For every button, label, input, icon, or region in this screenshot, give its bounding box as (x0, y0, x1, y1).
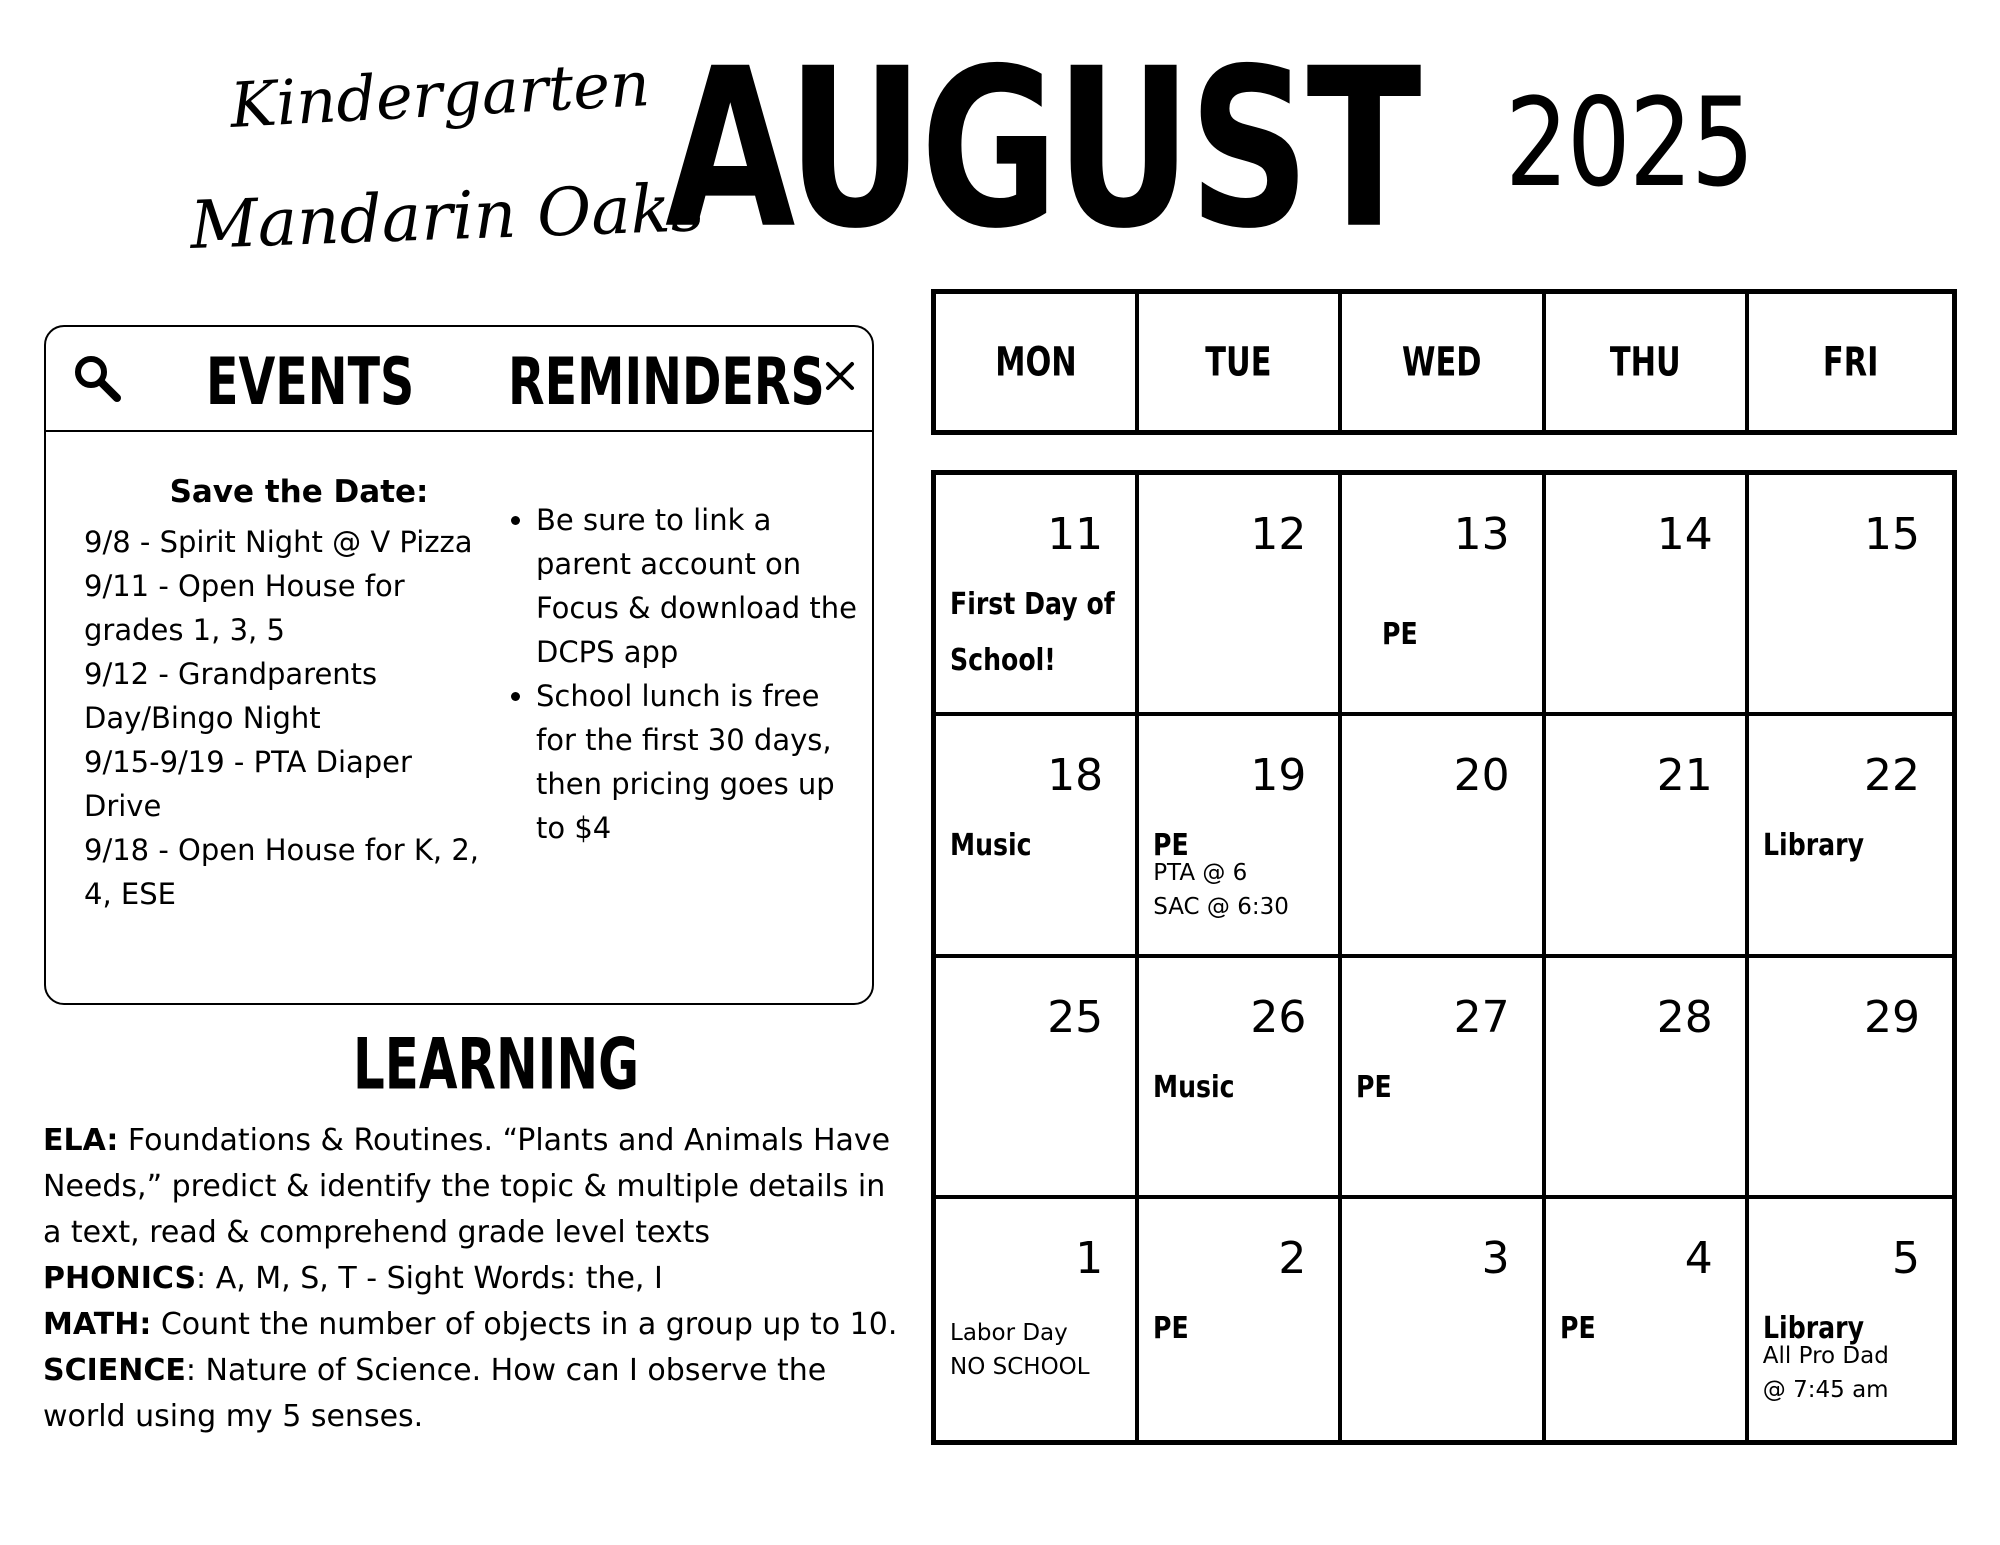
day-number: 2 (1278, 1232, 1307, 1284)
learning-subject: PHONICS (43, 1261, 197, 1296)
day-of-week-label: TUE (1205, 338, 1272, 386)
learning-heading: LEARNING (353, 1024, 640, 1106)
day-number: 29 (1863, 991, 1920, 1043)
day-of-week-label: THU (1609, 338, 1681, 386)
learning-subject: ELA: (43, 1123, 119, 1158)
calendar-day (1139, 958, 1342, 1199)
calendar-day (1139, 716, 1342, 957)
day-of-week-label: FRI (1822, 338, 1879, 386)
calendar-day (936, 475, 1139, 716)
day-number: 18 (1047, 750, 1104, 802)
day-of-week-wed (1342, 294, 1545, 430)
special-label: First Day of (950, 587, 1115, 622)
special-label: PE (1153, 1310, 1189, 1346)
learning-subject: MATH: (43, 1307, 152, 1342)
tab-events[interactable]: EVENTS (206, 343, 415, 420)
special-label: Library (1762, 828, 1864, 864)
calendar-day (1342, 1199, 1545, 1440)
day-of-week-mon (936, 294, 1139, 430)
day-number: 14 (1656, 509, 1713, 560)
save-the-date-heading: Save the Date: (169, 474, 429, 510)
calendar-grid (931, 470, 1957, 1445)
day-number: 4 (1684, 1232, 1713, 1284)
search-icon[interactable] (72, 353, 122, 403)
calendar-day (1546, 475, 1749, 716)
reminder-item: • Be sure to link a parent account on Focus & download the DCPS app (536, 498, 866, 674)
day-of-week-fri (1749, 294, 1952, 430)
day-of-week-tue (1139, 294, 1342, 430)
calendar-day (1749, 716, 1952, 957)
special-label: Music (1153, 1069, 1235, 1105)
learning-text: : Nature of Science. How can I observe the world using my 5 senses. (43, 1353, 827, 1434)
learning-text: Foundations & Routines. “Plants and Animals Have Needs,” predict & identify the topic & multiple details in a text, read & comprehend grade level texts (43, 1123, 891, 1250)
panel-header (46, 327, 872, 432)
calendar-day (1342, 958, 1545, 1199)
day-of-week-label: MON (994, 338, 1077, 386)
day-note: SAC @ 6:30 (1153, 894, 1289, 921)
calendar-day (1342, 475, 1545, 716)
learning-body (43, 1118, 913, 1440)
calendar-day (936, 716, 1139, 957)
special-label: PE (1356, 1069, 1393, 1105)
calendar-day (1749, 1199, 1952, 1440)
day-number: 5 (1891, 1232, 1920, 1284)
special-label: PE (1153, 828, 1189, 864)
day-of-week-header (931, 289, 1957, 435)
day-number: 27 (1453, 991, 1510, 1043)
calendar-day (1749, 475, 1952, 716)
learning-item (43, 1256, 913, 1302)
day-note: @ 7:45 am (1762, 1376, 1889, 1403)
day-number: 20 (1453, 750, 1510, 802)
calendar-day (1546, 958, 1749, 1199)
day-number: 22 (1863, 750, 1920, 802)
learning-item (43, 1302, 913, 1348)
calendar-day (1546, 716, 1749, 957)
year-title: 2025 (1505, 72, 1754, 214)
day-note: All Pro Dad (1762, 1342, 1889, 1369)
school-name: Mandarin Oaks (188, 169, 706, 264)
day-number: 26 (1250, 991, 1307, 1043)
tab-reminders[interactable]: REMINDERS (508, 343, 825, 420)
special-label: PE (1382, 617, 1419, 652)
day-number: 25 (1047, 991, 1104, 1043)
event-item: 9/8 - Spirit Night @ V Pizza (84, 525, 473, 559)
special-label: PE (1559, 1310, 1596, 1346)
day-of-week-label: WED (1402, 338, 1482, 386)
day-number: 28 (1656, 991, 1713, 1043)
day-number: 1 (1075, 1232, 1104, 1284)
event-item: 9/12 - Grandparents Day/Bingo Night (84, 657, 378, 735)
day-number: 3 (1481, 1232, 1510, 1284)
day-number: 12 (1250, 509, 1307, 560)
day-number: 19 (1250, 750, 1307, 802)
reminders-list (496, 498, 866, 850)
learning-item (43, 1348, 913, 1440)
calendar-day (936, 1199, 1139, 1440)
close-icon[interactable] (824, 360, 856, 392)
day-number: 11 (1047, 509, 1104, 560)
special-label: Music (950, 828, 1032, 864)
month-title: AUGUST (665, 22, 1419, 278)
grade-title: Kindergarten (228, 47, 652, 142)
day-note: Labor Day (950, 1319, 1068, 1346)
special-label: Library (1762, 1310, 1864, 1346)
day-number: 21 (1656, 750, 1713, 802)
day-note: PTA @ 6 (1153, 860, 1248, 887)
event-item: 9/11 - Open House for grades 1, 3, 5 (84, 569, 405, 647)
reminder-item: • School lunch is free for the first 30 days, then pricing goes up to $4 (536, 674, 866, 850)
events-list (84, 520, 484, 916)
calendar-day (1342, 716, 1545, 957)
event-item: 9/15-9/19 - PTA Diaper Drive (84, 745, 412, 823)
calendar-day (1749, 958, 1952, 1199)
learning-text: : A, M, S, T - Sight Words: the, I (196, 1261, 663, 1296)
day-number: 13 (1453, 509, 1510, 560)
calendar-day (936, 958, 1139, 1199)
calendar-day (1139, 475, 1342, 716)
event-item: 9/18 - Open House for K, 2, 4, ESE (84, 833, 480, 911)
day-note: NO SCHOOL (950, 1353, 1090, 1380)
calendar-day (1139, 1199, 1342, 1440)
learning-text: Count the number of objects in a group up to 10. (151, 1307, 898, 1342)
calendar-day (1546, 1199, 1749, 1440)
day-of-week-thu (1546, 294, 1749, 430)
day-number: 15 (1863, 509, 1920, 560)
special-label: School! (950, 643, 1056, 678)
learning-item (43, 1118, 913, 1256)
learning-subject: SCIENCE (43, 1353, 186, 1388)
